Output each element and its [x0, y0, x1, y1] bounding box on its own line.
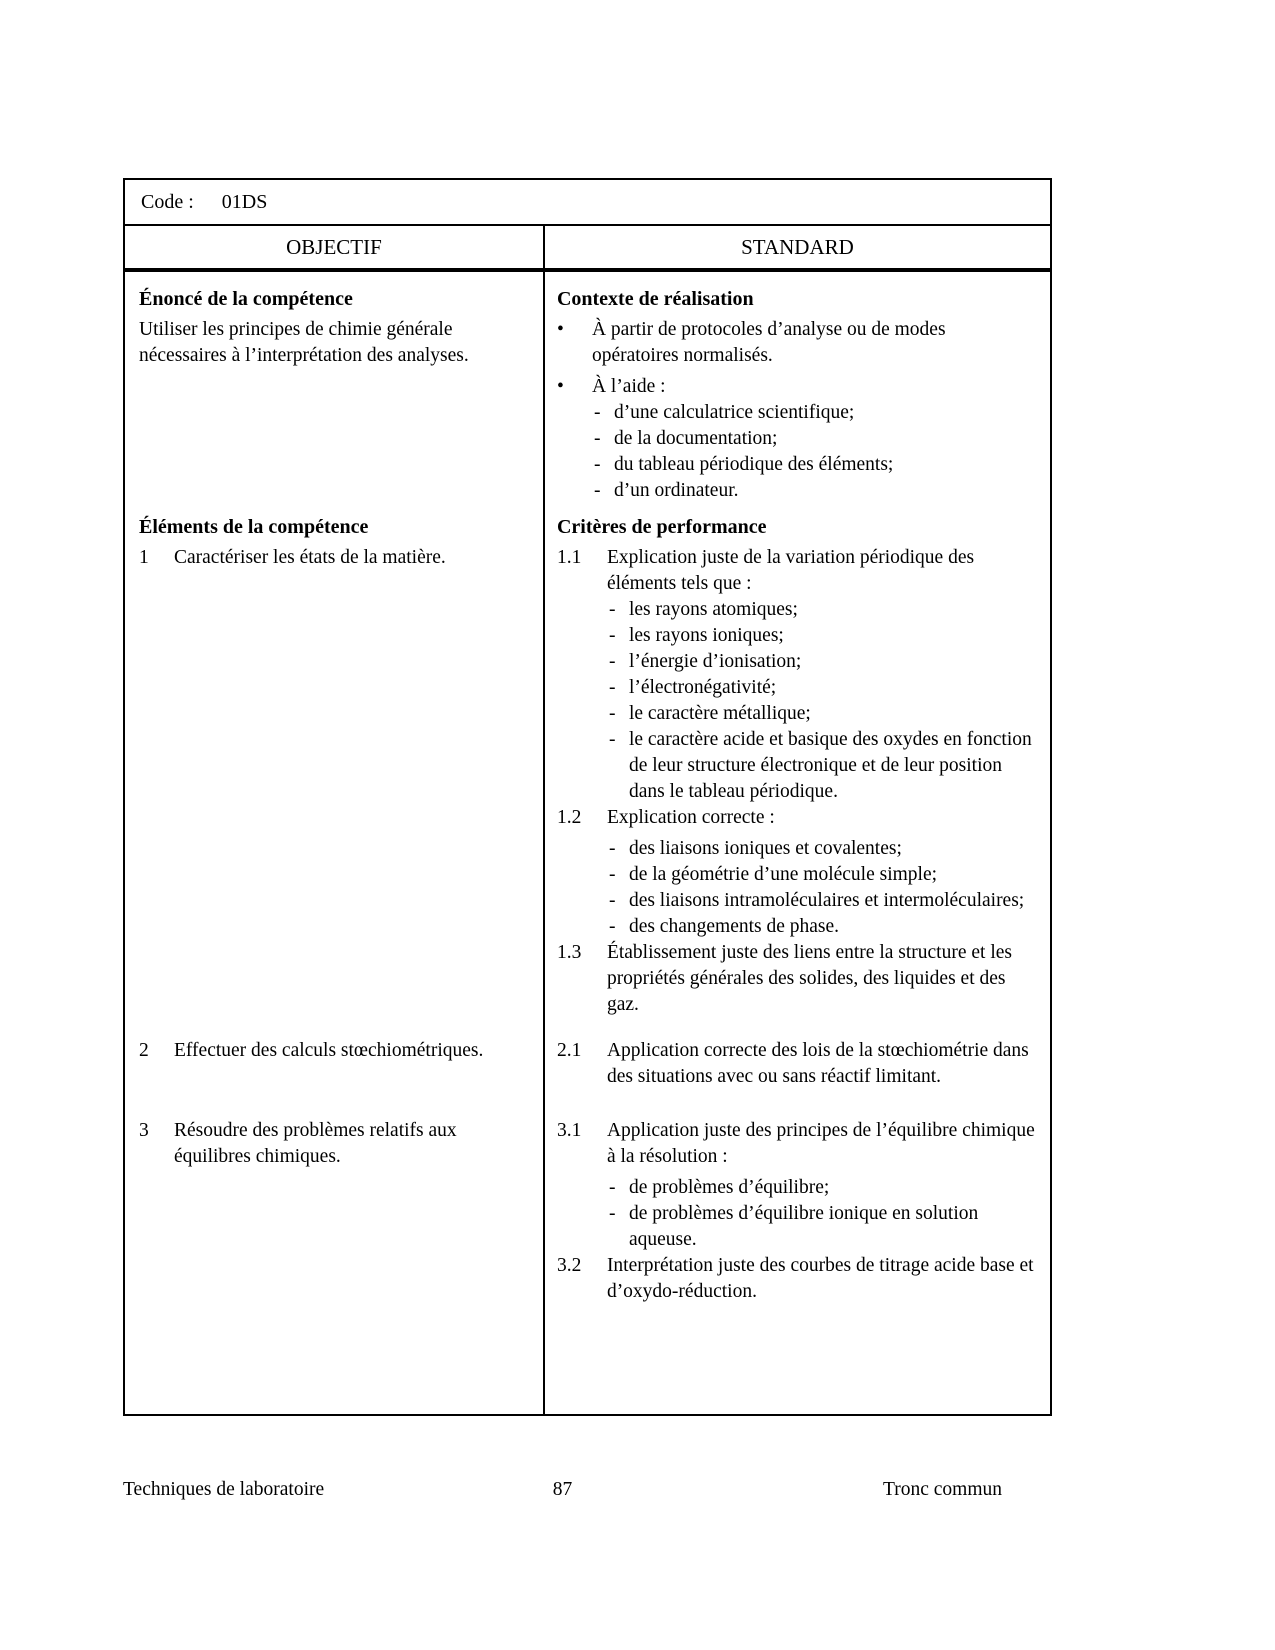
- sub-item-text: le caractère métallique;: [628, 703, 811, 724]
- sub-item: [609, 914, 1036, 940]
- sub-item: [609, 862, 1036, 888]
- table-body: [125, 272, 1050, 1414]
- footer-page-number: 87: [552, 1479, 573, 1500]
- critere-number: 1.2: [556, 807, 582, 828]
- sub-item: [609, 888, 1036, 914]
- critere-number: 2.1: [556, 1040, 582, 1061]
- sub-item: [609, 649, 1036, 675]
- row-element-2: [125, 1018, 1050, 1090]
- dash-icon: -: [608, 625, 616, 646]
- sub-item-text: de la géométrie d’une molécule simple;: [628, 864, 938, 885]
- sub-item: [609, 597, 1036, 623]
- sub-item-text: d’un ordinateur.: [613, 480, 739, 501]
- dash-icon: -: [593, 480, 601, 501]
- critere-text: Application juste des principes de l’équilibre chimique à la résolution :: [606, 1120, 1035, 1167]
- critere-text: Application correcte des lois de la stœchiométrie dans des situations avec ou sans réactif limitant.: [606, 1040, 1029, 1087]
- sub-item-text: des liaisons ioniques et covalentes;: [628, 838, 902, 859]
- sub-item-text: l’énergie d’ionisation;: [628, 651, 802, 672]
- sub-item: [609, 727, 1036, 805]
- dash-icon: -: [608, 599, 616, 620]
- sub-item-text: des liaisons intramoléculaires et intermoléculaires;: [628, 890, 1025, 911]
- element-2-cell: [125, 1018, 545, 1090]
- criteres-cell: [545, 504, 1050, 1018]
- bullet-icon: •: [556, 319, 564, 340]
- critere-item: [557, 1253, 1036, 1305]
- dash-icon: -: [608, 651, 616, 672]
- critere-text: Interprétation juste des courbes de titrage acide base et d’oxydo-réduction.: [606, 1255, 1034, 1302]
- column-header-standard: STANDARD: [741, 235, 854, 259]
- critere-3-cell: [545, 1090, 1050, 1414]
- sub-item-text: de problèmes d’équilibre ionique en solution aqueuse.: [628, 1203, 979, 1250]
- dash-icon: -: [593, 402, 601, 423]
- sub-item-text: de problèmes d’équilibre;: [628, 1177, 830, 1198]
- sub-item-text: du tableau périodique des éléments;: [613, 454, 894, 475]
- contexte-item-text: À l’aide :: [591, 376, 666, 397]
- dash-icon: -: [593, 428, 601, 449]
- element-number: 3: [139, 1120, 149, 1141]
- criteres-title: Critères de performance: [556, 516, 767, 538]
- critere-item: [557, 545, 1036, 805]
- element-3-cell: [125, 1090, 545, 1414]
- critere-sublist: [609, 597, 1036, 805]
- sub-item-text: d’une calculatrice scientifique;: [613, 402, 855, 423]
- row-element-1: [125, 504, 1050, 1018]
- dash-icon: -: [593, 454, 601, 475]
- dash-icon: -: [608, 890, 616, 911]
- critere-text: Explication correcte :: [606, 807, 775, 828]
- critere-item: [557, 1118, 1036, 1253]
- element-number: 1: [139, 547, 149, 568]
- contexte-title: Contexte de réalisation: [556, 288, 754, 310]
- dash-icon: -: [608, 1203, 616, 1224]
- critere-item: [557, 805, 1036, 940]
- contexte-cell: [545, 272, 1050, 504]
- element-text: Caractériser les états de la matière.: [174, 547, 446, 568]
- sub-item: [594, 452, 1036, 478]
- critere-item: [557, 940, 1036, 1018]
- critere-number: 1.1: [556, 547, 582, 568]
- elements-cell: [125, 504, 545, 1018]
- sub-item: [594, 426, 1036, 452]
- competency-table: [123, 178, 1052, 1416]
- sub-item: [609, 623, 1036, 649]
- code-value: 01DS: [221, 191, 268, 213]
- dash-icon: -: [608, 677, 616, 698]
- dash-icon: -: [608, 703, 616, 724]
- sub-item-text: les rayons ioniques;: [628, 625, 784, 646]
- footer-document-title: Techniques de laboratoire: [123, 1479, 325, 1500]
- sub-item: [609, 701, 1036, 727]
- critere-item: [557, 1038, 1036, 1090]
- sub-item-text: des changements de phase.: [628, 916, 840, 937]
- element-item: [139, 1118, 527, 1170]
- element-item: [139, 1038, 527, 1064]
- sub-item: [594, 478, 1036, 504]
- contexte-item: [557, 317, 1036, 369]
- critere-2-cell: [545, 1018, 1050, 1090]
- row-element-3: [125, 1090, 1050, 1414]
- sub-item: [609, 1175, 1036, 1201]
- sub-item-text: de la documentation;: [613, 428, 778, 449]
- sub-item: [609, 1201, 1036, 1253]
- dash-icon: -: [608, 838, 616, 859]
- element-number: 2: [139, 1040, 149, 1061]
- bullet-icon: •: [556, 376, 564, 397]
- critere-number: 3.2: [556, 1255, 582, 1276]
- dash-icon: -: [608, 864, 616, 885]
- enonce-text: Utiliser les principes de chimie générale nécessaires à l’interprétation des analyses.: [139, 319, 469, 366]
- element-text: Effectuer des calculs stœchiométriques.: [174, 1040, 484, 1061]
- critere-number: 3.1: [556, 1120, 582, 1141]
- table-header-row: [125, 226, 1050, 272]
- critere-text: Explication juste de la variation périodique des éléments tels que :: [606, 547, 975, 594]
- dash-icon: -: [608, 729, 616, 750]
- sub-item: [594, 400, 1036, 426]
- sub-item: [609, 836, 1036, 862]
- contexte-sublist: [594, 400, 1036, 504]
- element-text: Résoudre des problèmes relatifs aux équilibres chimiques.: [174, 1120, 457, 1167]
- critere-text: Établissement juste des liens entre la structure et les propriétés générales des solides, des liquides et des gaz.: [606, 942, 1012, 1015]
- sub-item-text: le caractère acide et basique des oxydes en fonction de leur structure électronique et de leur position dans le tableau périodique.: [628, 729, 1032, 802]
- code-label: Code :: [141, 191, 194, 213]
- critere-sublist: [609, 836, 1036, 940]
- contexte-item: [557, 374, 1036, 504]
- sub-item-text: les rayons atomiques;: [628, 599, 798, 620]
- contexte-item-text: À partir de protocoles d’analyse ou de modes opératoires normalisés.: [591, 319, 946, 366]
- code-row: [125, 180, 1050, 226]
- element-item: [139, 545, 527, 571]
- sub-item: [609, 675, 1036, 701]
- critere-sublist: [609, 1175, 1036, 1253]
- row-enonce-contexte: [125, 272, 1050, 504]
- critere-number: 1.3: [556, 942, 582, 963]
- dash-icon: -: [608, 1177, 616, 1198]
- page-footer: [123, 1477, 1052, 1503]
- column-header-objectif: OBJECTIF: [125, 226, 545, 268]
- dash-icon: -: [608, 916, 616, 937]
- elements-title: Éléments de la compétence: [139, 516, 369, 538]
- sub-item-text: l’électronégativité;: [628, 677, 777, 698]
- enonce-cell: [125, 272, 545, 504]
- footer-section-label: Tronc commun: [883, 1479, 1002, 1500]
- enonce-title: Énoncé de la compétence: [139, 288, 353, 310]
